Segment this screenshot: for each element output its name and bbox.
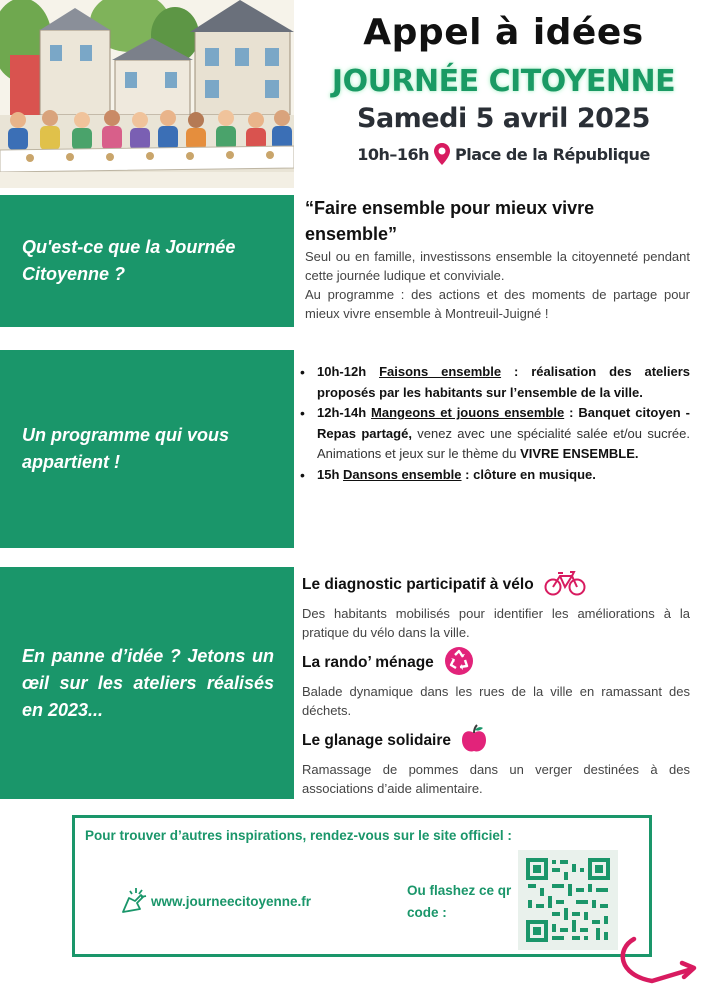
intro-section <box>305 195 690 323</box>
qr-code[interactable] <box>518 850 618 950</box>
program-label-box <box>0 350 294 548</box>
program-label: Un programme qui vous appartient ! <box>22 425 230 472</box>
intro-quote: “Faire ensemble pour mieux vivre ensemble” <box>305 198 595 244</box>
workshops-section <box>302 570 690 804</box>
workshop-text: Des habitants mobilisés pour identifier les améliorations à la pratique du vélo dans la ville. <box>302 606 690 640</box>
apple-icon <box>461 724 487 759</box>
program-item <box>300 403 690 465</box>
intro-label: Qu'est-ce que la Journée Citoyenne ? <box>22 237 236 284</box>
recycle-icon <box>444 646 474 681</box>
event-time-place <box>300 142 707 166</box>
program-time: 10h-12h <box>317 364 367 379</box>
program-title: Dansons ensemble <box>343 466 462 482</box>
inspiration-box <box>72 815 652 957</box>
program-text: VIVRE ENSEMBLE. <box>520 446 639 461</box>
map-pin-icon <box>433 142 451 166</box>
program-item <box>300 465 690 486</box>
workshop-title: La rando’ ménage <box>302 648 690 678</box>
workshops-label-box <box>0 567 294 799</box>
event-date: Samedi 5 avril 2025 <box>357 103 650 134</box>
intro-label-box <box>0 195 294 327</box>
event-name: JOURNÉE CITOYENNE <box>331 64 676 99</box>
program-text: venez avec une spécialité salée et/ou sucrée. Animations et jeux sur le thème du <box>317 425 690 461</box>
poster-title: Appel à idées <box>363 12 644 53</box>
program-title: Faisons ensemble <box>379 364 502 379</box>
program-text: : Banquet citoyen - Repas partagé, <box>317 405 690 441</box>
program-title: Mangeons et jouons ensemble <box>371 405 565 420</box>
website-url[interactable]: www.journeecitoyenne.fr <box>151 894 312 909</box>
workshop-text: Ramassage de pommes dans un verger destinées à des associations d’aide alimentaire. <box>302 762 690 796</box>
program-text: : clôture en musique. <box>461 466 596 482</box>
program-item <box>300 362 690 403</box>
intro-paragraph: Au programme : des actions et des moments de partage pour mieux vivre ensemble à Montreuil-Juigné ! <box>305 287 690 321</box>
bicycle-icon <box>544 570 586 601</box>
workshop-text: Balade dynamique dans les rues de la ville en ramassant des déchets. <box>302 684 690 718</box>
cursor-click-icon <box>119 885 149 918</box>
program-time: 12h-14h <box>317 405 367 420</box>
program-section <box>300 362 690 485</box>
curved-arrow-icon <box>612 935 702 1000</box>
program-text: : réalisation des ateliers proposés par les habitants sur l’ensemble de la ville. <box>317 364 690 400</box>
qr-instruction: Ou flashez ce qr code : <box>407 883 512 920</box>
intro-paragraph: Seul ou en famille, investissons ensemble la citoyenneté pendant cette journée ludique et conviviale. <box>305 249 690 283</box>
event-place: Place de la République <box>455 144 650 164</box>
program-time: 15h <box>317 466 340 482</box>
header-illustration <box>0 0 294 188</box>
workshop-title: Le diagnostic participatif à vélo <box>302 570 690 600</box>
inspiration-title: Pour trouver d’autres inspirations, rendez-vous sur le site officiel : <box>85 828 512 843</box>
workshops-label: En panne d’idée ? Jetons un œil sur les ateliers réalisés en 2023... <box>22 645 274 720</box>
event-hours: 10h–16h <box>357 144 430 164</box>
website-link[interactable] <box>119 885 311 918</box>
workshop-title: Le glanage solidaire <box>302 726 690 756</box>
